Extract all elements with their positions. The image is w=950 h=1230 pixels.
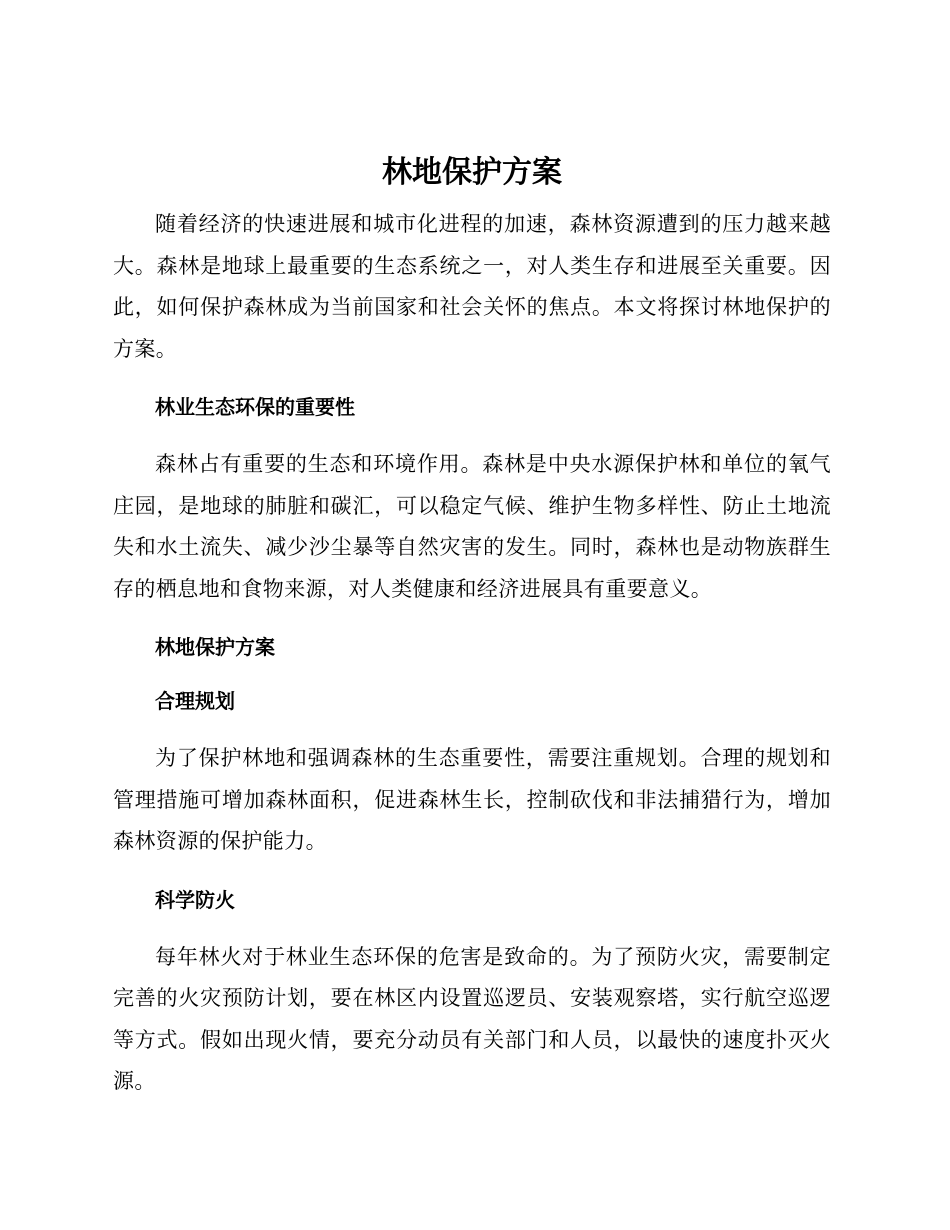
section-paragraph-importance: 森林占有重要的生态和环境作用。森林是中央水源保护林和单位的氧气庄园，是地球的肺脏和碳汇，可以稳定气候、维护生物多样性、防止土地流失和水土流失、减少沙尘暴等自然灾害的发生。同时，森林也是动物族群生存的栖息地和食物来源，对人类健康和经济进展具有重要意义。 — [113, 452, 831, 601]
document-title: 林地保护方案 — [382, 155, 562, 190]
section-heading-protection-plan: 林地保护方案 — [155, 635, 275, 659]
document-body — [113, 148, 831, 1103]
section-paragraph-planning: 为了保护林地和强调森林的生态重要性，需要注重规划。合理的规划和管理措施可增加森林面积，促进森林生长，控制砍伐和非法捕猎行为，增加森林资源的保护能力。 — [113, 746, 831, 853]
intro-paragraph: 随着经济的快速进展和城市化进程的加速，森林资源遭到的压力越来越大。森林是地球上最重要的生态系统之一，对人类生存和进展至关重要。因此，如何保护森林成为当前国家和社会关怀的焦点。本文将探讨林地保护的方案。 — [113, 212, 831, 361]
section-heading-fire-prevention: 科学防火 — [155, 887, 235, 912]
section-heading-importance: 林业生态环保的重要性 — [155, 395, 355, 419]
section-heading-planning: 合理规划 — [155, 689, 235, 713]
section-paragraph-fire-prevention: 每年林火对于林业生态环保的危害是致命的。为了预防火灾，需要制定完善的火灾预防计划，要在林区内设置巡逻员、安装观察塔，实行航空巡逻等方式。假如出现火情，要充分动员有关部门和人员，以最快的速度扑灭火源。 — [113, 944, 831, 1093]
